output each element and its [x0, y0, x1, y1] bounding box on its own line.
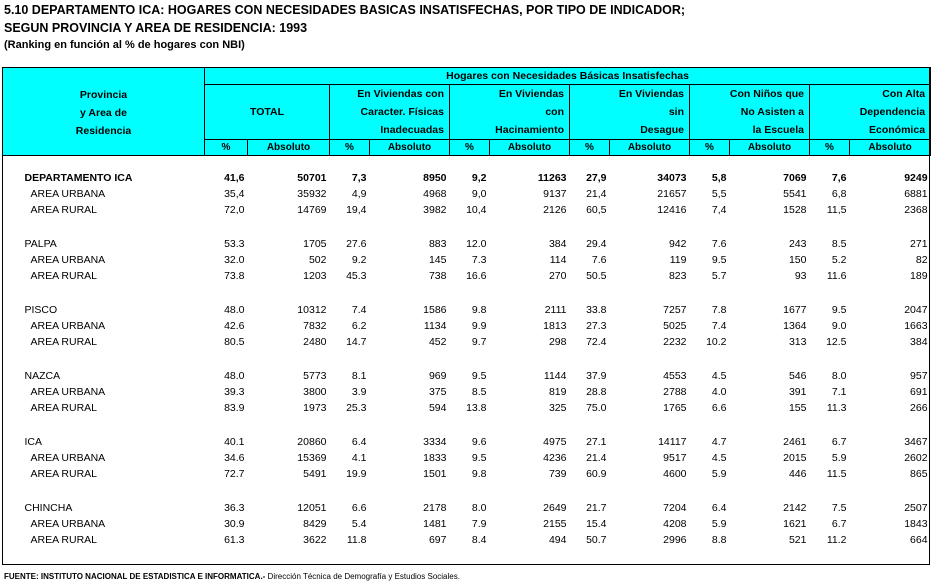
cell-absolute: 12416	[657, 204, 687, 216]
cell-absolute: 691	[910, 386, 928, 398]
header-indicator-5: Con Alta Dependencia Económica	[810, 85, 931, 140]
cell-percent: 11.6	[826, 270, 847, 282]
cell-absolute: 2015	[783, 452, 807, 464]
header-indicator-4: Con Niños que No Asisten a la Escuela	[690, 85, 810, 140]
row-label: ICA	[24, 436, 43, 448]
cell-percent: 50.5	[586, 270, 607, 282]
cell-absolute: 6881	[904, 188, 928, 200]
cell-percent: 6.4	[711, 502, 727, 514]
cell-absolute: 2788	[663, 386, 687, 398]
cell-percent: 27.3	[586, 320, 607, 332]
table-row	[3, 400, 931, 416]
cell-absolute: 1621	[783, 518, 807, 530]
cell-absolute: 189	[910, 270, 928, 282]
spacer-row	[3, 156, 931, 171]
nbi-table	[2, 67, 931, 548]
cell-percent: 21.4	[586, 452, 607, 464]
cell-absolute: 494	[548, 534, 567, 546]
header-row-label: Provincia y Area de Residencia	[3, 68, 205, 156]
cell-percent: 19.9	[346, 468, 367, 480]
cell-absolute: 4600	[663, 468, 687, 480]
cell-percent: 4.7	[711, 436, 727, 448]
cell-absolute: 3622	[303, 534, 327, 546]
cell-absolute: 1663	[904, 320, 928, 332]
row-label: AREA URBANA	[30, 386, 106, 398]
cell-absolute: 957	[910, 370, 928, 382]
cell-absolute: 1833	[423, 452, 447, 464]
cell-absolute: 2368	[904, 204, 928, 216]
cell-percent: 80.5	[224, 336, 245, 348]
table-row	[3, 532, 931, 548]
row-label: AREA URBANA	[30, 188, 106, 200]
row-label: AREA RURAL	[30, 534, 98, 546]
cell-absolute: 2649	[543, 502, 567, 514]
cell-percent: 12.0	[466, 238, 487, 250]
cell-absolute: 298	[548, 336, 567, 348]
cell-percent: 5,5	[711, 188, 727, 200]
cell-percent: 9,0	[471, 188, 487, 200]
cell-absolute: 119	[669, 254, 687, 266]
row-label: AREA RURAL	[30, 270, 98, 282]
header-indicator-0: TOTAL	[205, 85, 330, 140]
cell-percent: 53.3	[224, 238, 245, 250]
cell-percent: 11.2	[826, 534, 847, 546]
cell-absolute: 2996	[663, 534, 687, 546]
cell-absolute: 738	[428, 270, 447, 282]
cell-percent: 8.5	[831, 238, 847, 250]
cell-absolute: 1586	[423, 304, 447, 316]
cell-percent: 11.8	[346, 534, 367, 546]
cell-absolute: 7832	[303, 320, 327, 332]
cell-percent: 8.8	[711, 534, 727, 546]
cell-percent: 27.1	[586, 436, 607, 448]
row-label: AREA RURAL	[30, 204, 98, 216]
cell-percent: 8.0	[831, 370, 847, 382]
row-label: AREA URBANA	[30, 518, 106, 530]
cell-absolute: 594	[428, 402, 447, 414]
cell-percent: 48.0	[224, 370, 245, 382]
cell-percent: 7,4	[711, 204, 727, 216]
cell-absolute: 5025	[663, 320, 687, 332]
cell-percent: 9,2	[471, 172, 487, 184]
cell-percent: 19,4	[346, 204, 367, 216]
cell-absolute: 1813	[543, 320, 567, 332]
cell-absolute: 1843	[904, 518, 928, 530]
cell-absolute: 8429	[303, 518, 327, 530]
source-label: FUENTE: INSTITUTO NACIONAL DE ESTADISTICA E INFORMATICA.-	[4, 572, 266, 581]
cell-percent: 8.5	[471, 386, 487, 398]
table-row	[3, 384, 931, 400]
header-pct-1: %	[330, 140, 370, 156]
cell-percent: 42.6	[224, 320, 245, 332]
cell-absolute: 969	[428, 370, 447, 382]
cell-percent: 29.4	[586, 238, 607, 250]
cell-absolute: 10312	[297, 304, 327, 316]
cell-absolute: 3334	[423, 436, 447, 448]
cell-percent: 15.4	[586, 518, 607, 530]
header-abs-5: Absoluto	[850, 140, 931, 156]
cell-absolute: 114	[549, 254, 567, 266]
cell-absolute: 823	[668, 270, 687, 282]
cell-percent: 6.2	[351, 320, 367, 332]
cell-percent: 32.0	[224, 254, 245, 266]
cell-absolute: 3800	[303, 386, 327, 398]
cell-percent: 7.5	[831, 502, 847, 514]
header-pct-4: %	[690, 140, 730, 156]
spacer-row	[3, 416, 931, 434]
cell-percent: 11.5	[826, 468, 847, 480]
cell-absolute: 271	[910, 238, 928, 250]
row-label: PALPA	[24, 238, 57, 250]
table-body	[3, 156, 931, 549]
cell-percent: 9.8	[471, 304, 487, 316]
cell-percent: 9.0	[831, 320, 847, 332]
cell-absolute: 270	[548, 270, 567, 282]
cell-percent: 72.7	[224, 468, 245, 480]
spacer-row	[3, 218, 931, 236]
cell-percent: 9.5	[471, 370, 487, 382]
cell-percent: 21,4	[586, 188, 607, 200]
cell-percent: 4.0	[711, 386, 727, 398]
cell-percent: 9.2	[351, 254, 367, 266]
cell-absolute: 243	[788, 238, 807, 250]
cell-percent: 4.5	[711, 452, 727, 464]
cell-absolute: 313	[788, 336, 807, 348]
cell-absolute: 2047	[904, 304, 928, 316]
spacer-row	[3, 482, 931, 500]
cell-percent: 36.3	[224, 502, 245, 514]
cell-percent: 5,8	[711, 172, 727, 184]
row-label: AREA URBANA	[30, 452, 106, 464]
header-indicator-1: En Viviendas con Caracter. Físicas Inadecuadas	[330, 85, 450, 140]
cell-percent: 6.6	[711, 402, 727, 414]
cell-absolute: 3467	[904, 436, 928, 448]
cell-percent: 9.5	[831, 304, 847, 316]
cell-percent: 5.9	[711, 468, 727, 480]
cell-absolute: 5491	[303, 468, 327, 480]
cell-percent: 83.9	[224, 402, 245, 414]
cell-absolute: 384	[910, 336, 928, 348]
cell-absolute: 9137	[543, 188, 567, 200]
spacer-row	[3, 284, 931, 302]
cell-percent: 5.2	[831, 254, 847, 266]
cell-absolute: 3982	[423, 204, 447, 216]
cell-percent: 5.4	[351, 518, 367, 530]
cell-absolute: 4975	[543, 436, 567, 448]
row-label: CHINCHA	[24, 502, 73, 514]
source-text: Dirección Técnica de Demografía y Estudios Sociales.	[265, 572, 460, 581]
table-row	[3, 516, 931, 532]
cell-absolute: 739	[548, 468, 567, 480]
cell-percent: 4.1	[351, 452, 367, 464]
cell-absolute: 8950	[423, 172, 447, 184]
cell-percent: 35,4	[224, 188, 245, 200]
cell-percent: 25.3	[346, 402, 367, 414]
table-row	[3, 252, 931, 268]
cell-percent: 61.3	[224, 534, 245, 546]
header-pct-5: %	[810, 140, 850, 156]
cell-percent: 5.9	[831, 452, 847, 464]
cell-absolute: 1528	[783, 204, 807, 216]
cell-absolute: 2155	[543, 518, 567, 530]
table-row	[3, 236, 931, 252]
table-title: 5.10 DEPARTAMENTO ICA: HOGARES CON NECESIDADES BASICAS INSATISFECHAS, POR TIPO DE INDICADOR;	[4, 3, 686, 17]
header-abs-4: Absoluto	[730, 140, 810, 156]
row-label: DEPARTAMENTO ICA	[24, 172, 133, 184]
table-row	[3, 500, 931, 516]
table-row	[3, 170, 931, 186]
cell-percent: 5.7	[711, 270, 727, 282]
table-row	[3, 202, 931, 218]
cell-percent: 7,3	[351, 172, 367, 184]
cell-percent: 10.2	[706, 336, 727, 348]
row-label: AREA RURAL	[30, 468, 98, 480]
cell-absolute: 155	[788, 402, 807, 414]
cell-absolute: 11263	[537, 172, 567, 184]
cell-percent: 7.9	[471, 518, 487, 530]
cell-percent: 9.9	[471, 320, 487, 332]
cell-absolute: 14117	[658, 436, 687, 448]
row-label: AREA RURAL	[30, 402, 98, 414]
cell-percent: 7,6	[831, 172, 847, 184]
cell-percent: 45.3	[346, 270, 367, 282]
cell-absolute: 1501	[423, 468, 447, 480]
cell-absolute: 325	[548, 402, 567, 414]
cell-absolute: 1144	[543, 370, 567, 382]
cell-absolute: 4236	[543, 452, 567, 464]
header-abs-0: Absoluto	[248, 140, 330, 156]
cell-absolute: 5541	[783, 188, 807, 200]
cell-percent: 11.3	[826, 402, 847, 414]
header-pct-0: %	[205, 140, 248, 156]
cell-percent: 8.0	[471, 502, 487, 514]
cell-percent: 27,9	[586, 172, 607, 184]
cell-percent: 9.6	[471, 436, 487, 448]
table-row	[3, 466, 931, 482]
row-label: AREA URBANA	[30, 254, 106, 266]
cell-percent: 3.9	[351, 386, 367, 398]
cell-percent: 8.1	[351, 370, 367, 382]
cell-absolute: 2480	[303, 336, 327, 348]
cell-percent: 33.8	[586, 304, 607, 316]
cell-absolute: 391	[788, 386, 807, 398]
cell-percent: 16.6	[466, 270, 487, 282]
cell-absolute: 2126	[543, 204, 567, 216]
header-group-title: Hogares con Necesidades Básicas Insatisfechas	[205, 68, 931, 85]
cell-absolute: 9517	[663, 452, 687, 464]
row-label: AREA URBANA	[30, 320, 106, 332]
table-row	[3, 268, 931, 284]
cell-percent: 10,4	[466, 204, 487, 216]
cell-absolute: 446	[788, 468, 807, 480]
cell-percent: 7.1	[831, 386, 847, 398]
cell-percent: 9.5	[711, 254, 727, 266]
cell-absolute: 1364	[783, 320, 807, 332]
cell-percent: 27.6	[346, 238, 367, 250]
cell-absolute: 2461	[783, 436, 807, 448]
cell-percent: 5.9	[711, 518, 727, 530]
row-label: PISCO	[24, 304, 58, 316]
table-row	[3, 318, 931, 334]
cell-absolute: 942	[668, 238, 687, 250]
cell-absolute: 546	[788, 370, 807, 382]
cell-percent: 7.6	[591, 254, 607, 266]
cell-absolute: 9249	[904, 172, 928, 184]
cell-absolute: 1765	[663, 402, 687, 414]
cell-percent: 8.4	[471, 534, 487, 546]
cell-absolute: 1134	[423, 320, 447, 332]
cell-percent: 6,8	[831, 188, 847, 200]
cell-absolute: 1705	[303, 238, 327, 250]
cell-absolute: 2507	[904, 502, 928, 514]
cell-absolute: 93	[794, 270, 807, 282]
cell-percent: 6.4	[351, 436, 367, 448]
cell-absolute: 1203	[303, 270, 327, 282]
cell-absolute: 2602	[904, 452, 928, 464]
table-row	[3, 450, 931, 466]
cell-percent: 75.0	[586, 402, 607, 414]
cell-percent: 28.8	[586, 386, 607, 398]
cell-percent: 72.4	[586, 336, 607, 348]
cell-absolute: 375	[428, 386, 447, 398]
source-note	[4, 572, 460, 581]
cell-percent: 6.6	[351, 502, 367, 514]
cell-percent: 41,6	[224, 172, 245, 184]
cell-percent: 9.8	[471, 468, 487, 480]
cell-absolute: 819	[548, 386, 567, 398]
cell-percent: 13.8	[466, 402, 487, 414]
cell-percent: 11,5	[826, 204, 847, 216]
cell-absolute: 7069	[783, 172, 807, 184]
cell-percent: 60,5	[586, 204, 607, 216]
table-row	[3, 368, 931, 384]
cell-absolute: 266	[910, 402, 928, 414]
cell-absolute: 20860	[297, 436, 327, 448]
cell-percent: 7.4	[351, 304, 367, 316]
cell-percent: 6.7	[831, 518, 847, 530]
table-row	[3, 434, 931, 450]
row-label: AREA RURAL	[30, 336, 98, 348]
cell-percent: 14.7	[346, 336, 367, 348]
cell-percent: 9.7	[471, 336, 487, 348]
cell-percent: 12.5	[826, 336, 847, 348]
cell-percent: 39.3	[224, 386, 245, 398]
header-pct-3: %	[570, 140, 610, 156]
header-pct-2: %	[450, 140, 490, 156]
header-indicator-2: En Viviendas con Hacinamiento	[450, 85, 570, 140]
cell-absolute: 2178	[423, 502, 447, 514]
cell-percent: 21.7	[586, 502, 607, 514]
cell-absolute: 452	[428, 336, 447, 348]
cell-absolute: 7257	[663, 304, 687, 316]
cell-percent: 4,9	[351, 188, 367, 200]
cell-absolute: 4968	[423, 188, 447, 200]
cell-absolute: 2232	[663, 336, 687, 348]
cell-percent: 34.6	[224, 452, 245, 464]
table-row	[3, 334, 931, 350]
header-abs-2: Absoluto	[490, 140, 570, 156]
cell-percent: 7.8	[711, 304, 727, 316]
cell-absolute: 2111	[544, 304, 567, 316]
table-row	[3, 186, 931, 202]
cell-percent: 9.5	[471, 452, 487, 464]
cell-absolute: 82	[915, 254, 928, 266]
cell-percent: 50.7	[586, 534, 607, 546]
spacer-row	[3, 350, 931, 368]
cell-absolute: 15369	[297, 452, 327, 464]
table-header	[3, 68, 931, 156]
cell-percent: 48.0	[224, 304, 245, 316]
cell-absolute: 1677	[783, 304, 807, 316]
cell-percent: 30.9	[224, 518, 245, 530]
cell-percent: 4.5	[711, 370, 727, 382]
header-abs-3: Absoluto	[610, 140, 690, 156]
cell-percent: 6.7	[831, 436, 847, 448]
cell-absolute: 1973	[303, 402, 327, 414]
cell-percent: 7.4	[711, 320, 727, 332]
cell-absolute: 21657	[657, 188, 687, 200]
cell-percent: 73.8	[224, 270, 245, 282]
cell-percent: 40.1	[224, 436, 245, 448]
table-row	[3, 302, 931, 318]
row-label: NAZCA	[24, 370, 61, 382]
cell-percent: 7.6	[711, 238, 727, 250]
cell-absolute: 502	[308, 254, 327, 266]
cell-absolute: 5773	[303, 370, 327, 382]
cell-absolute: 34073	[657, 172, 687, 184]
cell-absolute: 35932	[297, 188, 327, 200]
cell-absolute: 521	[788, 534, 807, 546]
table-subtitle: (Ranking en función al % de hogares con NBI)	[4, 39, 245, 51]
cell-absolute: 865	[910, 468, 928, 480]
cell-absolute: 14769	[297, 204, 327, 216]
cell-percent: 37.9	[586, 370, 607, 382]
header-abs-1: Absoluto	[370, 140, 450, 156]
cell-absolute: 7204	[663, 502, 687, 514]
cell-absolute: 883	[428, 238, 447, 250]
cell-percent: 60.9	[586, 468, 607, 480]
cell-absolute: 384	[548, 238, 567, 250]
cell-absolute: 145	[428, 254, 447, 266]
cell-absolute: 50701	[297, 172, 327, 184]
cell-absolute: 2142	[783, 502, 807, 514]
cell-percent: 7.3	[471, 254, 487, 266]
cell-absolute: 4553	[663, 370, 687, 382]
table-title-line2: SEGUN PROVINCIA Y AREA DE RESIDENCIA: 1993	[4, 21, 308, 35]
cell-absolute: 664	[910, 534, 928, 546]
cell-absolute: 150	[788, 254, 807, 266]
cell-absolute: 1481	[423, 518, 447, 530]
cell-absolute: 4208	[663, 518, 687, 530]
cell-absolute: 12051	[297, 502, 327, 514]
header-indicator-3: En Viviendas sin Desague	[570, 85, 690, 140]
cell-absolute: 697	[428, 534, 447, 546]
cell-percent: 72,0	[224, 204, 245, 216]
